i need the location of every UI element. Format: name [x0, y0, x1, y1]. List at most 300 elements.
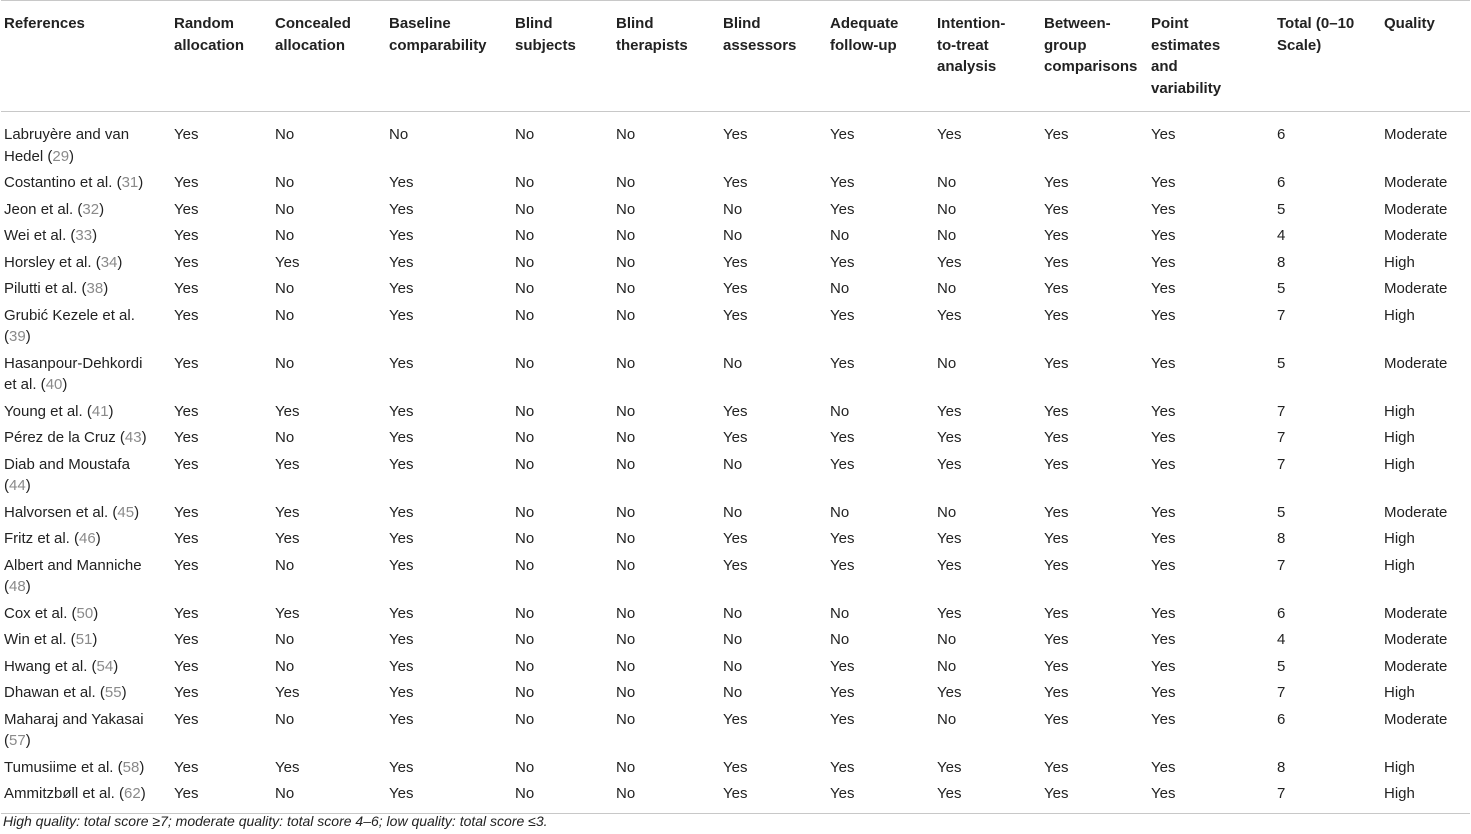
reference-cell [1, 170, 171, 197]
cell-blind-therapists: No [616, 455, 636, 473]
table-row [1, 627, 1470, 654]
cell-intention-to-treat: Yes [937, 530, 962, 547]
cell-baseline-comparability: Yes [389, 710, 414, 728]
cell-total-score: 7 [1277, 455, 1286, 473]
cell-concealed-allocation: No [275, 631, 295, 648]
cell-total-score: 7 [1277, 306, 1286, 324]
citation-link[interactable]: 62 [124, 785, 141, 802]
cell-concealed-allocation: No [275, 126, 295, 143]
column-header-line: analysis [937, 58, 997, 75]
reference-text: Horsley et al. ( [4, 253, 101, 271]
cell-blind-therapists: No [616, 354, 636, 372]
cell-blind-therapists: No [616, 785, 636, 802]
citation-link[interactable]: 31 [121, 174, 139, 191]
cell-random-allocation: Yes [174, 174, 199, 191]
reference-text: Jeon et al. ( [4, 200, 83, 218]
column-header-line: to-treat [937, 36, 989, 54]
cell-blind-assessors: Yes [723, 253, 748, 271]
cell-baseline-comparability: Yes [389, 785, 414, 802]
cell-adequate-follow-up: Yes [830, 429, 855, 446]
cell-intention-to-treat: No [937, 710, 957, 728]
cell-point-estimates: Yes [1151, 126, 1176, 143]
reference-text: ( [4, 732, 9, 749]
cell-total-score: 7 [1277, 785, 1286, 802]
cell-quality: High [1384, 530, 1415, 547]
reference-text: ) [141, 429, 147, 446]
cell-point-estimates: Yes [1151, 503, 1176, 521]
column-header-between-group-comparisons [1041, 1, 1148, 112]
cell-point-estimates: Yes [1151, 402, 1176, 420]
cell-total-score: 6 [1277, 604, 1286, 622]
cell-total-score: 5 [1277, 200, 1286, 218]
cell-total-score: 4 [1277, 631, 1286, 648]
citation-link[interactable]: 44 [9, 477, 26, 494]
column-header-line: Adequate [830, 15, 899, 32]
cell-baseline-comparability: Yes [389, 200, 414, 218]
reference-text: ) [121, 684, 127, 701]
reference-text: ) [25, 578, 31, 595]
cell-blind-subjects: No [515, 503, 535, 521]
cell-concealed-allocation: No [275, 200, 295, 218]
cell-blind-therapists: No [616, 306, 636, 324]
cell-point-estimates: Yes [1151, 710, 1176, 728]
citation-link[interactable]: 34 [100, 253, 118, 271]
column-header-line: References [4, 15, 85, 32]
cell-baseline-comparability: Yes [389, 253, 414, 271]
reference-cell [1, 781, 171, 814]
cell-baseline-comparability: Yes [389, 503, 414, 521]
cell-adequate-follow-up: Yes [830, 306, 855, 324]
column-header-line: Concealed [275, 15, 351, 32]
cell-between-group-comparisons: Yes [1044, 758, 1069, 776]
cell-intention-to-treat: No [937, 354, 957, 372]
column-header-total-score [1274, 1, 1381, 112]
table-row [1, 223, 1470, 250]
cell-blind-therapists: No [616, 631, 636, 648]
cell-random-allocation: Yes [174, 306, 199, 324]
cell-blind-therapists: No [616, 126, 636, 143]
reference-cell [1, 706, 171, 754]
cell-total-score: 6 [1277, 710, 1286, 728]
column-header-concealed-allocation [272, 1, 386, 112]
column-header-line: variability [1151, 79, 1222, 97]
cell-blind-subjects: No [515, 306, 535, 324]
reference-text: Dhawan et al. ( [4, 684, 105, 701]
cell-intention-to-treat: Yes [937, 429, 962, 446]
cell-random-allocation: Yes [174, 604, 199, 622]
cell-adequate-follow-up: Yes [830, 556, 855, 574]
reference-text: ) [92, 631, 98, 648]
cell-blind-subjects: No [515, 684, 535, 701]
column-header-line: Blind [723, 15, 761, 32]
column-header-intention-to-treat [934, 1, 1041, 112]
cell-blind-therapists: No [616, 253, 636, 271]
cell-blind-assessors: No [723, 227, 743, 244]
cell-intention-to-treat: Yes [937, 758, 962, 776]
cell-quality: High [1384, 455, 1415, 473]
cell-point-estimates: Yes [1151, 604, 1176, 622]
citation-link[interactable]: 57 [9, 732, 26, 749]
cell-concealed-allocation: Yes [275, 402, 300, 420]
citation-link[interactable]: 54 [96, 657, 114, 675]
reference-text: Pérez de la Cruz ( [4, 429, 125, 446]
cell-blind-subjects: No [515, 785, 535, 802]
cell-between-group-comparisons: Yes [1044, 657, 1069, 675]
cell-random-allocation: Yes [174, 758, 199, 776]
table-row [1, 276, 1470, 303]
cell-blind-assessors: Yes [723, 126, 748, 143]
reference-text: ) [25, 477, 31, 494]
cell-concealed-allocation: No [275, 227, 295, 244]
cell-random-allocation: Yes [174, 684, 199, 701]
cell-intention-to-treat: No [937, 631, 957, 648]
column-header-line: Random [174, 15, 234, 32]
citation-link[interactable]: 33 [75, 227, 93, 244]
table-row [1, 350, 1470, 398]
reference-cell [1, 302, 171, 350]
reference-cell [1, 398, 171, 425]
cell-point-estimates: Yes [1151, 174, 1176, 191]
citation-link[interactable]: 48 [9, 578, 26, 595]
cell-blind-therapists: No [616, 758, 636, 776]
reference-text: ) [134, 503, 140, 521]
cell-total-score: 4 [1277, 227, 1286, 244]
cell-between-group-comparisons: Yes [1044, 253, 1069, 271]
cell-random-allocation: Yes [174, 710, 199, 728]
cell-blind-assessors: No [723, 503, 743, 521]
table-row [1, 451, 1470, 499]
cell-blind-therapists: No [616, 174, 636, 191]
cell-quality: Moderate [1384, 227, 1448, 244]
cell-baseline-comparability: Yes [389, 174, 414, 191]
cell-concealed-allocation: Yes [275, 253, 300, 271]
cell-adequate-follow-up: Yes [830, 354, 855, 372]
cell-between-group-comparisons: Yes [1044, 354, 1069, 372]
cell-blind-subjects: No [515, 758, 535, 776]
cell-blind-assessors: Yes [723, 556, 748, 574]
cell-baseline-comparability: Yes [389, 530, 414, 547]
cell-between-group-comparisons: Yes [1044, 785, 1069, 802]
cell-blind-subjects: No [515, 556, 535, 574]
cell-total-score: 7 [1277, 402, 1286, 420]
cell-blind-assessors: Yes [723, 785, 748, 802]
cell-blind-subjects: No [515, 126, 535, 143]
pedro-quality-table [1, 0, 1470, 814]
table-row [1, 680, 1470, 707]
cell-random-allocation: Yes [174, 280, 199, 297]
reference-text: Albert and Manniche [4, 556, 142, 574]
reference-cell [1, 552, 171, 600]
column-header-blind-subjects [512, 1, 613, 112]
citation-link[interactable]: 38 [86, 280, 104, 297]
cell-intention-to-treat: Yes [937, 253, 962, 271]
column-header-line: Between- [1044, 15, 1111, 32]
cell-quality: Moderate [1384, 503, 1448, 521]
cell-adequate-follow-up: Yes [830, 710, 855, 728]
reference-cell [1, 223, 171, 250]
cell-blind-assessors: Yes [723, 174, 748, 191]
cell-blind-assessors: Yes [723, 429, 748, 446]
reference-cell [1, 249, 171, 276]
cell-random-allocation: Yes [174, 657, 199, 675]
cell-random-allocation: Yes [174, 402, 199, 420]
cell-point-estimates: Yes [1151, 354, 1176, 372]
cell-quality: Moderate [1384, 126, 1448, 143]
column-header-line: Total (0–10 [1277, 15, 1355, 32]
cell-baseline-comparability: Yes [389, 402, 414, 420]
cell-between-group-comparisons: Yes [1044, 227, 1069, 244]
cell-baseline-comparability: Yes [389, 306, 414, 324]
reference-text: ) [103, 280, 109, 297]
reference-text: Cox et al. ( [4, 604, 77, 622]
cell-quality: High [1384, 556, 1415, 574]
cell-total-score: 7 [1277, 556, 1286, 574]
cell-baseline-comparability: Yes [389, 280, 414, 297]
reference-cell [1, 627, 171, 654]
cell-quality: High [1384, 429, 1415, 446]
cell-adequate-follow-up: Yes [830, 253, 855, 271]
column-header-blind-therapists [613, 1, 720, 112]
table-row [1, 196, 1470, 223]
reference-text: ( [4, 328, 9, 345]
reference-cell [1, 600, 171, 627]
cell-baseline-comparability: Yes [389, 354, 414, 372]
citation-link[interactable]: 32 [82, 200, 100, 218]
cell-point-estimates: Yes [1151, 227, 1176, 244]
cell-blind-therapists: No [616, 429, 636, 446]
column-header-line: Quality [1384, 15, 1435, 32]
column-header-quality [1381, 1, 1470, 112]
cell-total-score: 8 [1277, 530, 1286, 547]
cell-total-score: 5 [1277, 354, 1286, 372]
column-header-line: group [1044, 36, 1087, 54]
table-row [1, 398, 1470, 425]
citation-link[interactable]: 46 [79, 530, 96, 547]
reference-text: Fritz et al. ( [4, 530, 80, 547]
cell-point-estimates: Yes [1151, 657, 1176, 675]
cell-blind-subjects: No [515, 710, 535, 728]
cell-blind-therapists: No [616, 503, 636, 521]
citation-link[interactable]: 58 [122, 758, 140, 776]
cell-blind-therapists: No [616, 530, 636, 547]
reference-text: ) [93, 604, 99, 622]
cell-blind-subjects: No [515, 631, 535, 648]
column-header-baseline-comparability [386, 1, 512, 112]
cell-concealed-allocation: No [275, 785, 295, 802]
reference-text: Win et al. ( [4, 631, 76, 648]
cell-blind-subjects: No [515, 253, 535, 271]
cell-random-allocation: Yes [174, 429, 199, 446]
cell-blind-subjects: No [515, 455, 535, 473]
reference-text: Diab and Moustafa [4, 455, 130, 473]
cell-concealed-allocation: Yes [275, 604, 300, 622]
cell-blind-therapists: No [616, 604, 636, 622]
column-header-line: estimates [1151, 36, 1221, 54]
cell-concealed-allocation: Yes [275, 530, 300, 547]
cell-blind-therapists: No [616, 556, 636, 574]
reference-text: Hwang et al. ( [4, 657, 97, 675]
cell-point-estimates: Yes [1151, 429, 1176, 446]
column-header-random-allocation [171, 1, 272, 112]
table-row [1, 170, 1470, 197]
reference-cell [1, 499, 171, 526]
cell-total-score: 8 [1277, 758, 1286, 776]
reference-text: ) [62, 376, 68, 393]
cell-intention-to-treat: No [937, 657, 957, 675]
column-header-line: Blind [515, 15, 553, 32]
cell-total-score: 5 [1277, 280, 1286, 297]
cell-baseline-comparability: Yes [389, 455, 414, 473]
reference-text: Young et al. ( [4, 402, 92, 420]
cell-adequate-follow-up: No [830, 631, 850, 648]
cell-between-group-comparisons: Yes [1044, 402, 1069, 420]
cell-concealed-allocation: No [275, 657, 295, 675]
cell-total-score: 8 [1277, 253, 1286, 271]
cell-blind-assessors: Yes [723, 280, 748, 297]
cell-quality: Moderate [1384, 604, 1448, 622]
cell-adequate-follow-up: Yes [830, 174, 855, 191]
citation-link[interactable]: 45 [117, 503, 135, 521]
cell-point-estimates: Yes [1151, 200, 1176, 218]
column-header-line: allocation [275, 36, 346, 54]
table-row [1, 552, 1470, 600]
cell-random-allocation: Yes [174, 126, 199, 143]
cell-adequate-follow-up: Yes [830, 684, 855, 701]
cell-intention-to-treat: No [937, 174, 957, 191]
reference-text: et al. ( [4, 376, 46, 393]
cell-concealed-allocation: No [275, 280, 295, 297]
cell-total-score: 6 [1277, 126, 1286, 143]
cell-blind-assessors: No [723, 657, 743, 675]
cell-baseline-comparability: Yes [389, 604, 414, 622]
reference-text: Labruyère and van [4, 126, 130, 143]
column-header-point-estimates [1148, 1, 1274, 112]
citation-link[interactable]: 39 [9, 328, 26, 345]
cell-concealed-allocation: No [275, 429, 295, 446]
cell-blind-subjects: No [515, 227, 535, 244]
cell-concealed-allocation: Yes [275, 684, 300, 701]
reference-cell [1, 653, 171, 680]
reference-text: ) [92, 227, 98, 244]
cell-between-group-comparisons: Yes [1044, 710, 1069, 728]
cell-random-allocation: Yes [174, 200, 199, 218]
cell-random-allocation: Yes [174, 530, 199, 547]
cell-blind-subjects: No [515, 604, 535, 622]
cell-intention-to-treat: No [937, 503, 957, 521]
cell-baseline-comparability: Yes [389, 429, 414, 446]
cell-between-group-comparisons: Yes [1044, 604, 1069, 622]
cell-concealed-allocation: Yes [275, 455, 300, 473]
column-header-line: follow-up [830, 36, 897, 54]
cell-intention-to-treat: Yes [937, 402, 962, 420]
column-header-line: Baseline [389, 15, 451, 32]
reference-text: ) [108, 402, 114, 420]
cell-blind-subjects: No [515, 354, 535, 372]
cell-adequate-follow-up: No [830, 402, 850, 420]
cell-baseline-comparability: Yes [389, 758, 414, 776]
reference-text: Hedel ( [4, 147, 53, 165]
reference-text: ) [113, 657, 119, 675]
cell-quality: Moderate [1384, 200, 1448, 218]
table-row [1, 425, 1470, 452]
reference-text: ) [139, 758, 145, 776]
table-body [1, 112, 1470, 814]
cell-quality: High [1384, 306, 1415, 324]
cell-adequate-follow-up: No [830, 604, 850, 622]
cell-adequate-follow-up: Yes [830, 785, 855, 802]
column-header-line: and [1151, 58, 1178, 75]
cell-concealed-allocation: No [275, 174, 295, 191]
cell-between-group-comparisons: Yes [1044, 530, 1069, 547]
column-header-line: Scale) [1277, 36, 1322, 54]
column-header-blind-assessors [720, 1, 827, 112]
reference-text: Maharaj and Yakasai [4, 710, 144, 728]
reference-text: Wei et al. ( [4, 227, 76, 244]
reference-cell [1, 680, 171, 707]
cell-point-estimates: Yes [1151, 684, 1176, 701]
table-row [1, 600, 1470, 627]
cell-baseline-comparability: Yes [389, 227, 414, 244]
cell-intention-to-treat: Yes [937, 684, 962, 701]
column-header-references [1, 1, 171, 112]
cell-adequate-follow-up: Yes [830, 455, 855, 473]
citation-link[interactable]: 55 [104, 684, 122, 701]
cell-random-allocation: Yes [174, 455, 199, 473]
citation-link[interactable]: 29 [52, 147, 70, 165]
cell-point-estimates: Yes [1151, 556, 1176, 574]
citation-link[interactable]: 50 [76, 604, 94, 622]
cell-baseline-comparability: Yes [389, 684, 414, 701]
cell-blind-assessors: No [723, 604, 743, 622]
table-row [1, 499, 1470, 526]
cell-concealed-allocation: No [275, 710, 295, 728]
table-header [1, 1, 1470, 112]
cell-blind-assessors: No [723, 631, 743, 648]
citation-link[interactable]: 40 [45, 376, 63, 393]
reference-text: Hasanpour-Dehkordi [4, 354, 143, 372]
cell-blind-subjects: No [515, 280, 535, 297]
citation-link[interactable]: 43 [124, 429, 142, 446]
reference-text: ) [25, 328, 31, 345]
reference-text: Costantino et al. ( [4, 174, 122, 191]
cell-random-allocation: Yes [174, 227, 199, 244]
table-row [1, 526, 1470, 553]
reference-cell [1, 350, 171, 398]
cell-point-estimates: Yes [1151, 253, 1176, 271]
cell-point-estimates: Yes [1151, 306, 1176, 324]
table-footnote: High quality: total score ≥7; moderate quality: total score 4–6; low quality: total score ≤3. [3, 813, 548, 829]
cell-blind-assessors: No [723, 200, 743, 218]
cell-quality: High [1384, 684, 1415, 701]
cell-blind-subjects: No [515, 429, 535, 446]
cell-blind-assessors: Yes [723, 710, 748, 728]
cell-total-score: 6 [1277, 174, 1286, 191]
cell-point-estimates: Yes [1151, 530, 1176, 547]
cell-between-group-comparisons: Yes [1044, 455, 1069, 473]
reference-text: ) [138, 174, 144, 191]
citation-link[interactable]: 51 [75, 631, 93, 648]
reference-cell [1, 526, 171, 553]
reference-text: Pilutti et al. ( [4, 280, 87, 297]
reference-text: ( [4, 477, 9, 494]
column-header-line: Point [1151, 15, 1189, 32]
cell-blind-therapists: No [616, 710, 636, 728]
cell-intention-to-treat: No [937, 200, 957, 218]
cell-quality: Moderate [1384, 631, 1448, 648]
column-header-line: therapists [616, 36, 688, 54]
cell-random-allocation: Yes [174, 631, 199, 648]
citation-link[interactable]: 41 [91, 402, 109, 420]
